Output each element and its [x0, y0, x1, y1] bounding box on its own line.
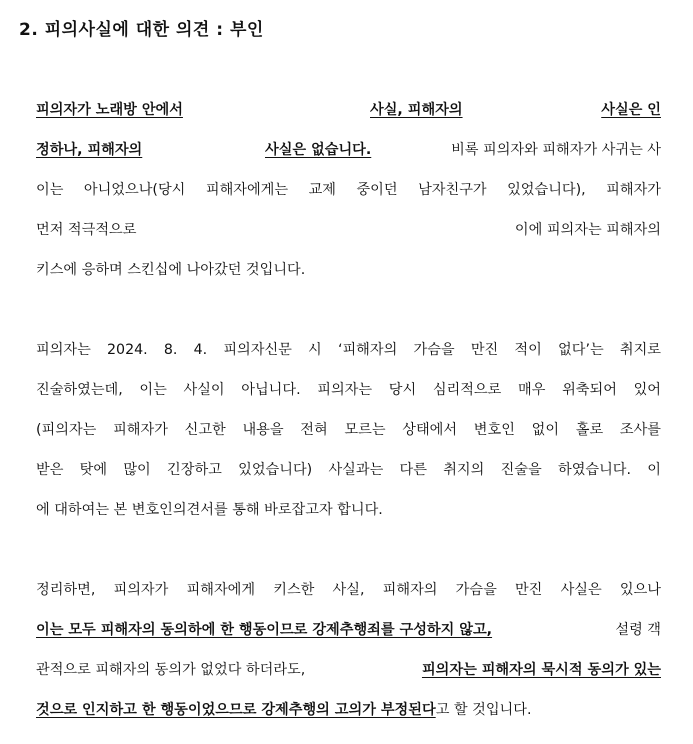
p2-line-3: (피의자는 피해자가 신고한 내용을 전혀 모르는 상태에서 변호인 없이 홀로 조사를 [36, 422, 661, 438]
p1-l2-text-c: 비록 피의자와 피해자가 사귀는 사 [451, 142, 661, 158]
p1-l1-bold-a: 피의자가 노래방 안에서 [36, 102, 183, 118]
p3-l2-bold: 이는 모두 피해자의 동의하에 한 행동이므로 강제추행죄를 구성하지 않고, [36, 622, 493, 638]
p3-line-4 [36, 700, 661, 720]
p1-line-5: 키스에 응하며 스킨십에 나아갔던 것입니다. [36, 262, 306, 278]
p2-line-2: 진술하였는데, 이는 사실이 아닙니다. 피의자는 당시 심리적으로 매우 위축되어 있어 [36, 382, 661, 398]
p3-l4-text: 고 할 것입니다. [435, 702, 532, 718]
p1-line-3: 이는 아니었으나(당시 피해자에게는 교제 중이던 남자친구가 있었습니다), 피해자가 [36, 182, 661, 198]
p2-line-1: 피의자는 2024. 8. 4. 피의자신문 시 ‘피해자의 가슴을 만진 적이 없다’는 취지로 [36, 342, 661, 358]
p3-l4-bold: 것으로 인지하고 한 행동이었으므로 강제추행의 고의가 부정된다 [36, 702, 436, 718]
p1-l4-text-b: 이에 피의자는 피해자의 [514, 222, 661, 238]
p3-l2-text: 설령 객 [615, 622, 661, 638]
section-heading: 2. 피의사실에 대한 의견 : 부인 [19, 20, 264, 40]
p3-l3-text: 관적으로 피해자의 동의가 없었다 하더라도, [36, 662, 306, 678]
p2-line-5: 에 대하여는 본 변호인의견서를 통해 바로잡고자 합니다. [36, 502, 383, 518]
p1-l2-bold-a: 정하나, 피해자의 [36, 142, 143, 158]
p1-l1-bold-b: 사실, 피해자의 [370, 102, 463, 118]
p1-l2-bold-b: 사실은 없습니다. [265, 142, 372, 158]
p1-l4-text-a: 먼저 적극적으로 [36, 222, 137, 238]
p1-l1-bold-c: 사실은 인 [601, 102, 661, 118]
p2-line-4: 받은 탓에 많이 긴장하고 있었습니다) 사실과는 다른 취지의 진술을 하였습니다. 이 [36, 462, 661, 478]
p3-l3-bold: 피의자는 피해자의 묵시적 동의가 있는 [421, 662, 661, 678]
p3-line-1: 정리하면, 피의자가 피해자에게 키스한 사실, 피해자의 가슴을 만진 사실은 있으나 [36, 582, 661, 598]
